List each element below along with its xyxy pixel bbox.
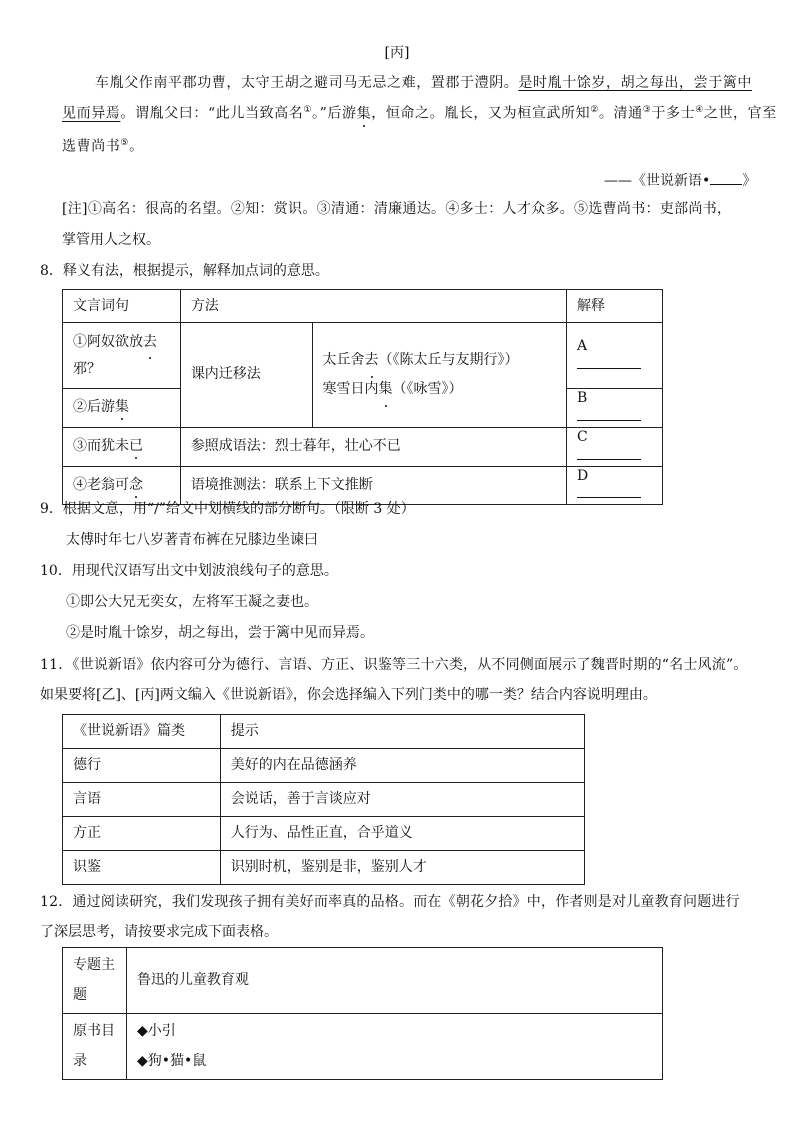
q8-answer-c[interactable]: C (567, 427, 663, 466)
dot-word-ji: 集 (356, 105, 372, 122)
q12-topic-label: 专题主 题 (63, 948, 127, 1014)
q8-row-3 (63, 427, 663, 466)
q8-row2-phrase: ②后游集 (63, 389, 181, 428)
q10-item-1: ①即公大兄无奕女，左将军王凝之妻也。 (66, 594, 318, 610)
q11-header-col1: 《世说新语》篇类 (63, 715, 221, 749)
q8-answer-d[interactable]: D (567, 466, 663, 505)
source-blank[interactable] (710, 184, 742, 185)
q11-hint: 识别时机，鉴别是非，鉴别人才 (220, 851, 584, 885)
notes-line-2: 掌管用人之权。 (62, 232, 160, 248)
q11-hint: 会说话，善于言谈应对 (220, 783, 584, 817)
q12-toc-row (63, 1014, 663, 1080)
q10-item-2: ②是时胤十馀岁，胡之每出，尝于篱中见而异焉。 (66, 625, 374, 641)
q11-category: 识鉴 (63, 851, 221, 885)
q8-row1-phrase: ①阿奴欲放去 邪？ (63, 323, 181, 389)
q8-header-col3: 解释 (567, 290, 663, 323)
q11-category: 言语 (63, 783, 221, 817)
q11-category: 德行 (63, 749, 221, 783)
q9-sentence: 太傅时年七八岁著青布裤在兄膝边坐谏曰 (66, 532, 318, 548)
q11-prompt-line-1: 11．《世说新语》依内容可分为德行、言语、方正、识鉴等三十六类，从不同侧面展示了魏晋时期的“名士风流”。 (40, 657, 748, 673)
toc-item: ◆狗•猫•鼠 (136, 1052, 207, 1069)
q12-topic-value: 鲁迅的儿童教育观 (126, 948, 662, 1014)
q8-answer-a[interactable]: A (567, 323, 663, 389)
q8-row3-phrase: ③而犹未已 (63, 427, 181, 466)
q11-row-dexing (63, 749, 585, 783)
q8-table (62, 289, 663, 505)
q12-topic-row (63, 948, 663, 1014)
q11-row-shijian (63, 851, 585, 885)
section-title: [丙] (384, 45, 410, 61)
q11-header-row (63, 715, 585, 749)
q11-row-yanyu (63, 783, 585, 817)
q10-prompt: 10．用现代汉语写出文中划波浪线句子的意思。 (40, 563, 338, 579)
q8-prompt: 8．释义有法，根据提示，解释加点词的意思。 (40, 263, 329, 279)
q8-header-col1: 文言词句 (63, 290, 181, 323)
q11-table (62, 714, 585, 885)
source-citation: ——《世说新语• 》 (604, 173, 757, 189)
q11-hint: 人行为、品性正直，合乎道义 (220, 817, 584, 851)
q12-table (62, 947, 663, 1080)
q11-row-fangzheng (63, 817, 585, 851)
q11-prompt-line-2: 如果要将[乙]、[丙]两文编入《世说新语》，你会选择编入下列门类中的哪一类？结合内容说明理由。 (40, 687, 657, 703)
notes-line-1: [注]①高名：很高的名望。②知：赏识。③清通：清廉通达。④多士：人才众多。⑤选曹尚书：吏部尚书， (62, 201, 732, 217)
q12-toc-label: 原书目 录 (63, 1014, 127, 1080)
passage-line-3: 选曹尚书⑤。 (62, 138, 144, 155)
q8-answer-b[interactable]: B (567, 389, 663, 428)
q11-category: 方正 (63, 817, 221, 851)
q11-hint: 美好的内在品德涵养 (220, 749, 584, 783)
q8-row3-method: 参照成语法：烈士暮年，壮心不已 (180, 427, 566, 466)
q8-header-col2: 方法 (180, 290, 566, 323)
q8-row-1 (63, 323, 663, 389)
toc-item: ◆小引 (136, 1023, 176, 1040)
passage-line-2: 见而异焉。谓胤父曰：“此儿当致高名①。”后游集，恒命之。胤长，又为桓宣武所知②。清通③于多士④之世，官至 (62, 105, 777, 122)
q12-prompt-line-2: 了深层思考，请按要求完成下面表格。 (40, 924, 278, 940)
q12-toc-list (126, 1014, 662, 1080)
q9-prompt: 9．根据文意，用“/”给文中划横线的部分断句。（限断 3 处） (40, 501, 415, 517)
q8-row4-method: 语境推测法：联系上下文推断 (180, 466, 566, 505)
q12-prompt-line-1: 12．通过阅读研究，我们发现孩子拥有美好而率真的品格。而在《朝花夕拾》中，作者则是对儿童教育问题进行 (40, 894, 740, 910)
q8-header-row (63, 290, 663, 323)
q8-row4-phrase: ④老翁可念 (63, 466, 181, 505)
q11-header-col2: 提示 (220, 715, 584, 749)
q8-transfer-examples: 太丘舍去（《陈太丘与友期行》） 寒雪日内集（《咏雪》） (312, 323, 566, 428)
passage-line-1: 车胤父作南平郡功曹，太守王胡之避司马无忌之难，置郡于澧阴。是时胤十馀岁，胡之每出，尝于篱中 (95, 75, 753, 91)
q8-method-transfer: 课内迁移法 (180, 323, 312, 428)
